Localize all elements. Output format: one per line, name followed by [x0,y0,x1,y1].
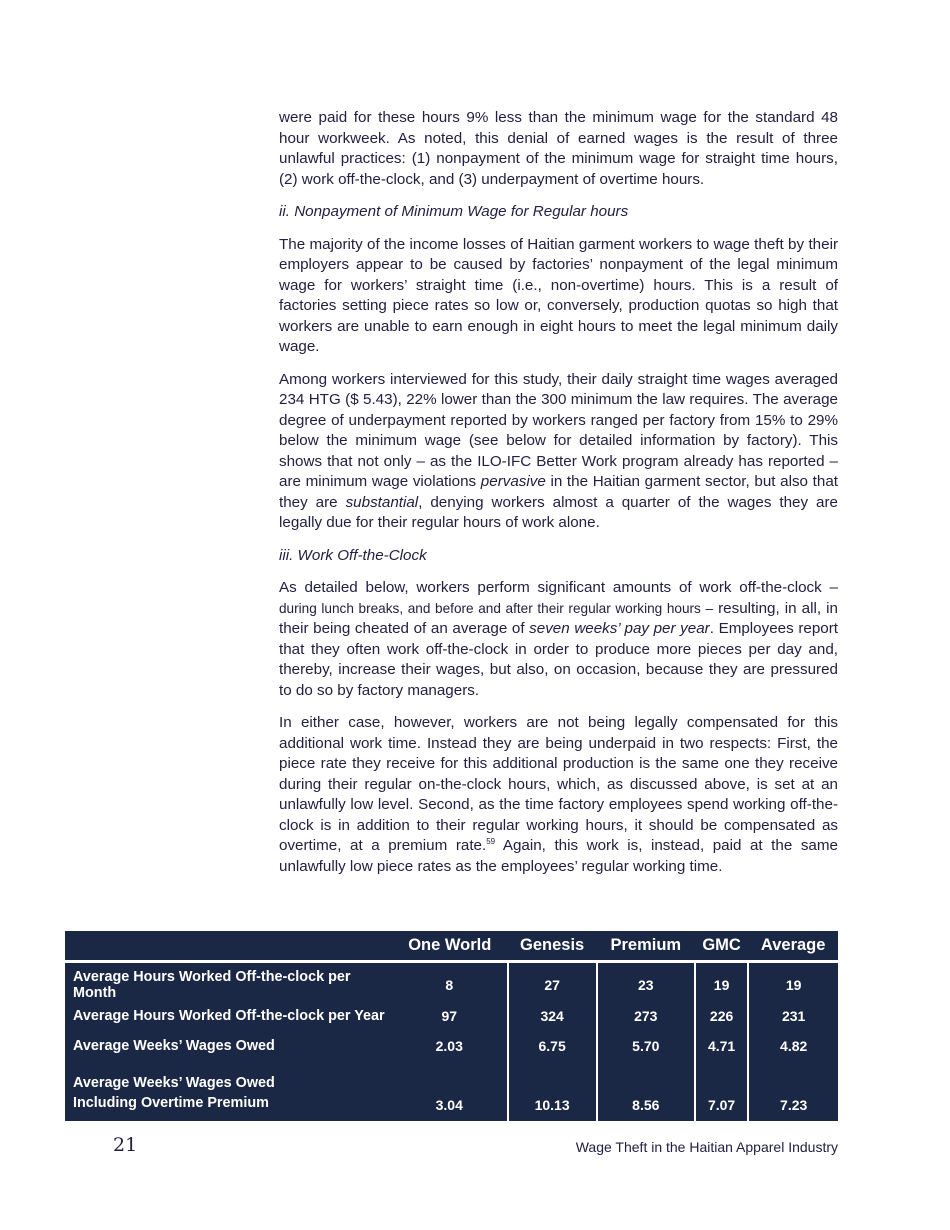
table-header-premium: Premium [597,931,695,962]
table-row [65,1061,838,1121]
text-run: Among workers interviewed for this study, their daily straight time wages averaged 234 HTG ($ 5.43), 22% lower than the 300 minimum the law requires. The average degree of underpayment reported by workers ranged per factory from 15% to 29% below the minimum wage (see below for detailed information by factory). This shows that not only – as the ILO-IFC Better Work program already has reported – are minimum wage violations [279,370,838,490]
running-footer-title: Wage Theft in the Haitian Apparel Industry [575,1139,838,1155]
table-header-average: Average [748,931,838,962]
emphasis-seven-weeks: seven weeks’ pay per year [529,620,710,637]
emphasis-pervasive: pervasive [480,473,546,490]
paragraph-income-losses: The majority of the income losses of Haitian garment workers to wage theft by their employers appear to be caused by factories’ nonpayment of the legal minimum wage for workers’ straight time (i.e., non-overtime) hours. This is a result of factories setting piece rates so low or, conversely, production quotas so high that workers are unable to earn enough in eight hours to meet the legal minimum daily wage. [279,235,838,355]
text-run: Again, this work is, instead, paid at the same unlawfully low piece rates as the employees’ regular working time. [279,837,838,875]
text-run: As detailed below, workers perform significant amounts of work off-the-clock – [279,579,838,596]
table-cell: 19 [695,962,748,1002]
table-cell: 226 [695,1001,748,1031]
text-run: . Employees report that they often work off-the-clock in order to produce more pieces per day and, thereby, increase their wages, but also, on occasion, because they are pressured to do so by factory managers. [279,620,838,699]
table-cell: 7.23 [780,1097,808,1113]
text-run-small: during lunch breaks, and before and after their regular working hours – [279,600,714,616]
table-cell: 23 [597,962,695,1002]
text-run: , denying workers almost a quarter of the wages they are legally due for their regular hours of work alone. [279,493,838,531]
row-label [65,1061,392,1121]
table-header-one-world: One World [392,931,508,962]
wages-owed-table [65,931,838,1121]
row-label-line: Average Weeks’ Wages Owed [73,1075,275,1091]
paragraph-straight-time-wages [279,370,838,534]
table-cell: 8.56 [597,1061,695,1121]
paragraph-off-the-clock [279,578,838,701]
row-label: Average Hours Worked Off-the-clock per Year [73,1008,385,1024]
body-text [279,108,838,889]
table-cell: 27 [508,962,597,1002]
text-run: In either case, however, workers are not being legally compensated for this additional work time. Instead they are being underpaid in two respects: First, the piece rate they receive for this additional production is the same one they receive during their regular on-the-clock hours, which, as discussed above, is set at an unlawfully low level. Second, as the time factory employees spend working off-the-clock is in addition to their regular working hours, it should be compensated as overtime, at a premium rate. [279,714,838,854]
table-cell: 19 [785,977,802,993]
table-header-blank [65,931,392,962]
table-header-gmc: GMC [695,931,748,962]
page-number: 21 [113,1134,138,1156]
table-row [65,1001,838,1031]
table-cell: 4.71 [695,1031,748,1061]
section-heading-minimum-wage: ii. Nonpayment of Minimum Wage for Regular hours [279,203,629,220]
row-label: Average Weeks’ Wages Owed [73,1038,275,1054]
table-cell: 4.82 [780,1038,808,1054]
paragraph-intro: were paid for these hours 9% less than the minimum wage for the standard 48 hour workweek. As noted, this denial of earned wages is the result of three unlawful practices: (1) nonpayment of the minimum wage for straight time hours, (2) work off-the-clock, and (3) underpayment of overtime hours. [279,109,838,188]
table-cell: 5.70 [597,1031,695,1061]
section-heading-off-the-clock: iii. Work Off-the-Clock [279,546,427,564]
table-cell: 324 [508,1001,597,1031]
table-cell: 6.75 [508,1031,597,1061]
table-cell: 2.03 [392,1031,508,1061]
table-cell: 231 [781,1008,806,1024]
text-run: resulting, in all, in their being cheated of an average of [279,599,838,637]
table-cell: 97 [392,1001,508,1031]
table-cell: 7.07 [695,1061,748,1121]
table-row [65,962,838,1002]
table-cell: 8 [392,962,508,1002]
row-label: Average Hours Worked Off-the-clock per Month [73,969,351,1001]
table-row [65,1031,838,1061]
table-header-genesis: Genesis [508,931,597,962]
emphasis-substantial: substantial [345,493,419,511]
table-header-row [65,931,838,962]
table-cell: 273 [597,1001,695,1031]
text-run: in the Haitian garment sector, but also that they are [279,473,838,511]
footnote-reference: 59 [486,836,496,846]
paragraph-compensation [279,713,838,877]
table-cell: 10.13 [508,1061,597,1121]
row-label-line: Including Overtime Premium [73,1095,269,1111]
table-cell: 3.04 [392,1061,508,1121]
